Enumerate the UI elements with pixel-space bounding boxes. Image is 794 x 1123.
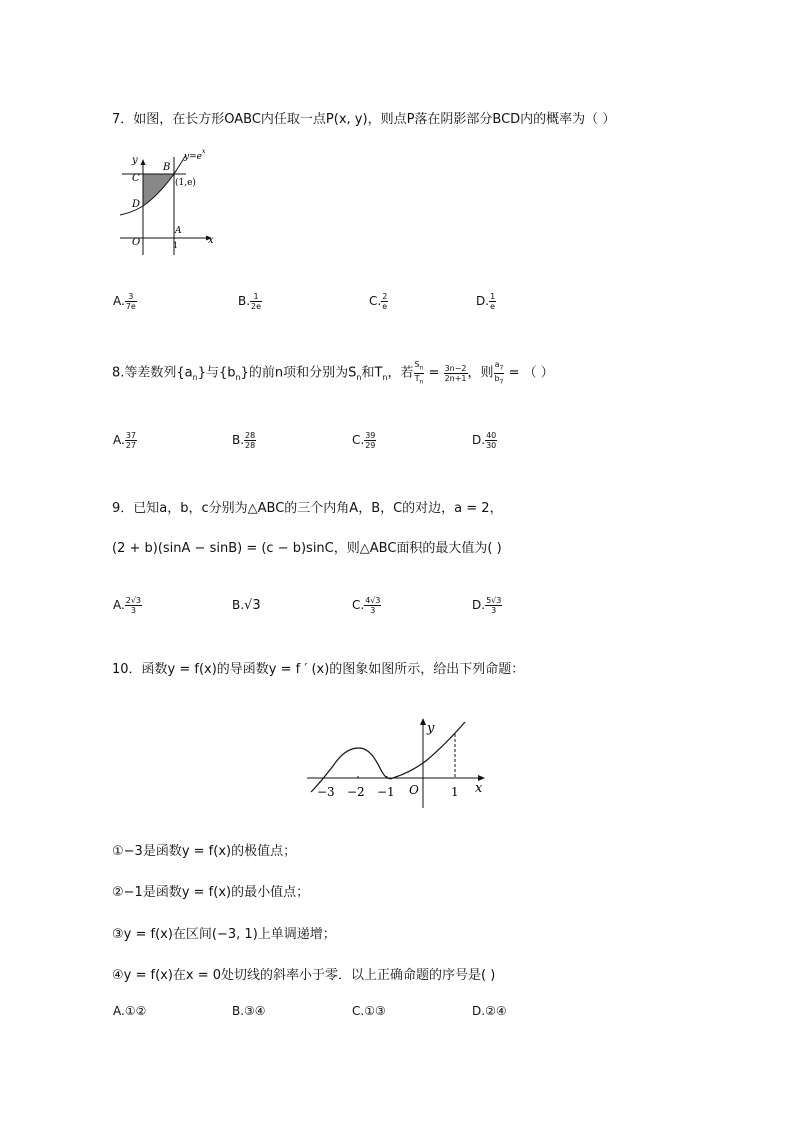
q10-prop-2: ②−1是函数y = f(x)的最小值点； [112,885,310,900]
label-y-exp-sup: x [202,148,206,155]
q10-option-c[interactable]: C.①③ [352,1004,386,1018]
q9-option-b[interactable]: B.√3 [232,598,261,613]
q9-line-1: 9．已知a，b，c分别为△ABC的三个内角A，B，C的对边，a = 2， [112,501,503,516]
q8-option-d[interactable]: D. $\frac{40}{30}$ [472,431,497,450]
tick-one: 1 [451,785,459,799]
tick-neg1: −1 [377,785,395,799]
q9-option-d[interactable]: D. $\frac{5√3}{3}$ [472,596,502,615]
tick-neg2: −2 [347,785,365,799]
q9-option-a[interactable]: A. $\frac{2√3}{3}$ [113,596,142,615]
q10-figure [305,712,495,812]
q7-figure [112,145,222,255]
q9-option-c[interactable]: C. $\frac{4√3}{3}$ [352,596,381,615]
q10-option-b[interactable]: B.③④ [232,1004,266,1018]
q8-stem: 8.等差数列$\{a_n\}$与$\{b_n\}$的前n项和分别为$S_n$和$T_n$，若 $\frac{S_n}{T_n}$ = $\frac{3n-2}{2n+1}$ ，则 $\frac{a_7}{b_7}$ = （ ） [112,360,554,386]
shaded-region-bcd [143,174,174,206]
q7-option-d[interactable]: D. $\frac{1}{e}$ [476,292,496,311]
tick-neg3: −3 [317,785,335,799]
derivative-curve [311,722,465,792]
q8-option-a[interactable]: A. $\frac{37}{27}$ [113,431,136,450]
label-x: x [208,235,214,246]
label-y: y [427,721,435,736]
label-one: 1 [173,241,179,250]
q10-option-a[interactable]: A.①② [113,1004,147,1018]
q7-option-c[interactable]: C. $\frac{2}{e}$ [369,292,388,311]
q7-option-b[interactable]: B. $\frac{1}{2e}$ [238,292,262,311]
q9-line-2: (2 + b)(sinA − sinB) = (c − b)sinC，则△ABC面积的最大值为( ) [112,541,502,556]
q8-option-c[interactable]: C. $\frac{39}{29}$ [352,431,376,450]
q10-option-d[interactable]: D.②④ [472,1004,507,1018]
q10-prop-1: ①−3是函数y = f(x)的极值点； [112,844,297,859]
label-x: x [475,781,483,796]
q10-prop-4: ④y = f(x)在x = 0处切线的斜率小于零．以上正确命题的序号是( ) [112,968,496,983]
q8-option-b[interactable]: B. $\frac{28}{28}$ [232,431,256,450]
label-A: A [175,226,182,236]
label-y: y [132,155,138,166]
label-y-exp: y=e [184,152,202,162]
q10-stem: 10．函数y = f(x)的导函数y = f ′ (x)的图象如图所示，给出下列命题： [112,662,525,677]
tick-origin: O [409,783,419,797]
label-D: D [132,199,141,210]
label-point: (1,e) [175,178,196,188]
label-C: C [132,173,140,184]
label-O: O [132,237,141,248]
label-B: B [163,162,171,173]
q7-stem: 7．如图，在长方形OABC内任取一点P(x, y)，则点P落在阴影部分BCD内的概率为（ ） [112,112,616,127]
q10-prop-3: ③y = f(x)在区间(−3, 1)上单调递增； [112,927,336,942]
q7-option-a[interactable]: A. $\frac{3}{7e}$ [113,292,136,311]
